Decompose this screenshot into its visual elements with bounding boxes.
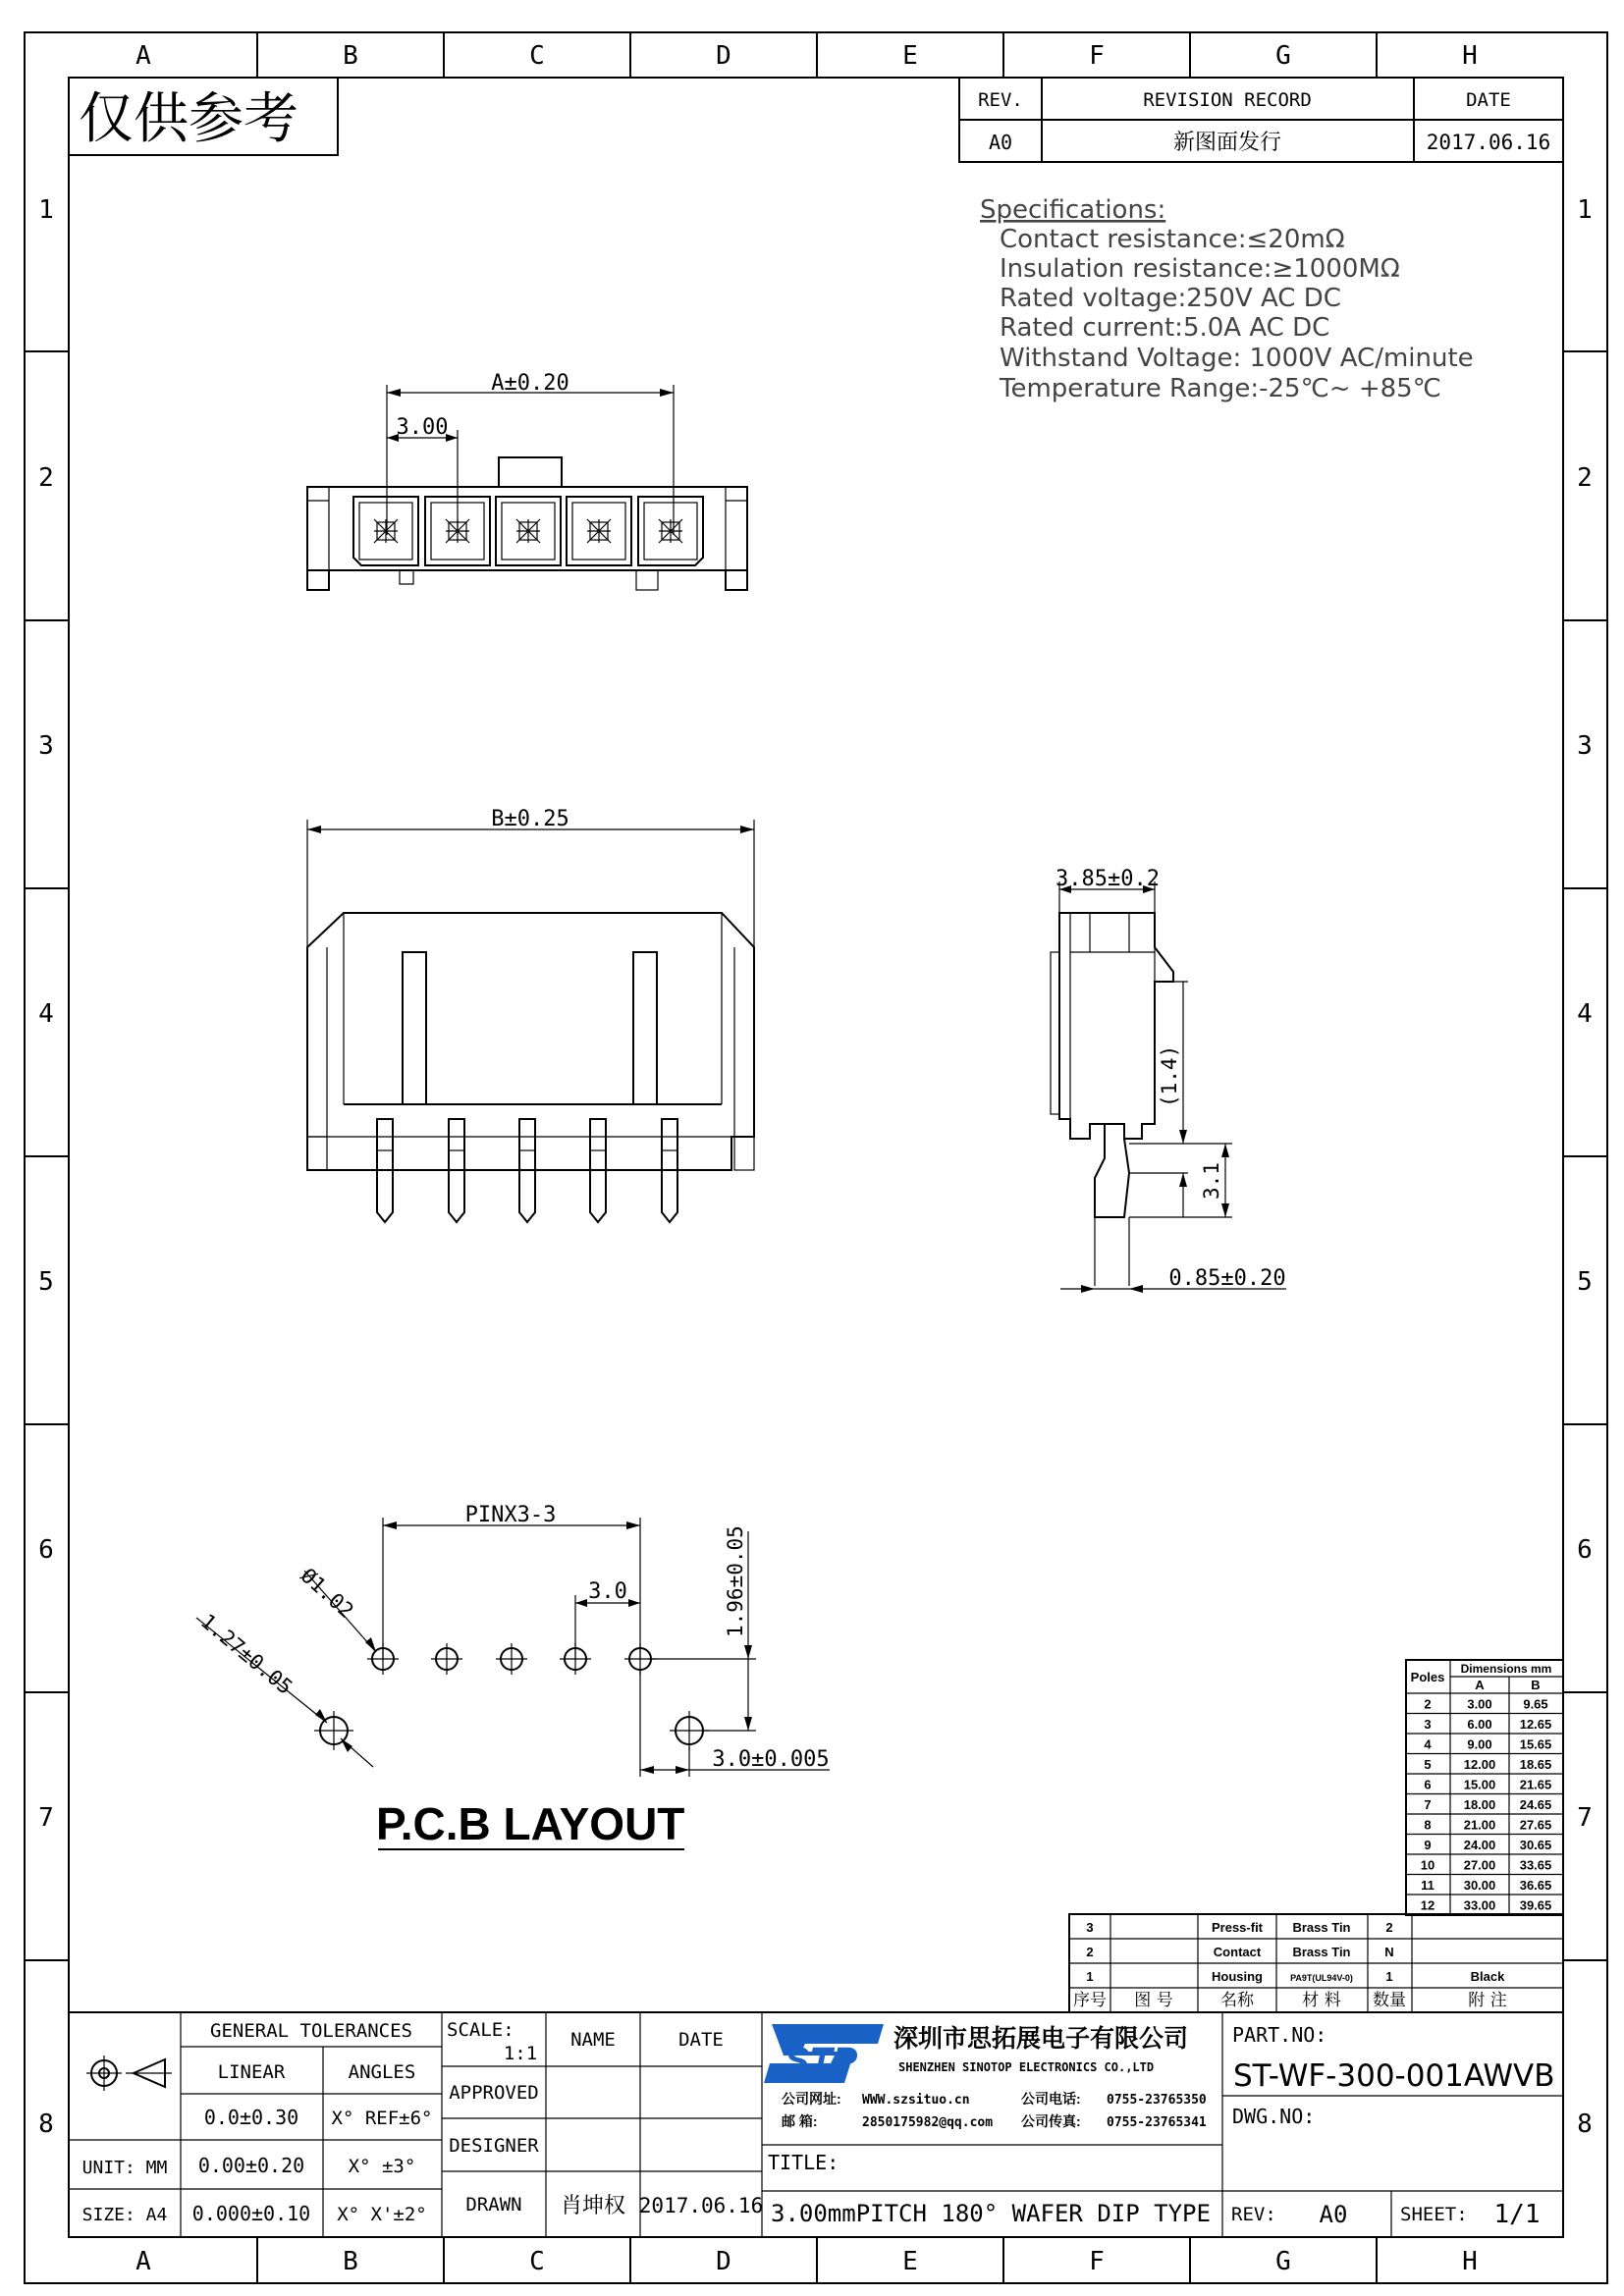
dimensions-col-b: B	[1531, 1678, 1541, 1692]
part-no-label: PART.NO:	[1232, 2023, 1327, 2047]
title-label: TITLE:	[768, 2151, 839, 2174]
dimensions-cell: 9	[1424, 1838, 1432, 1852]
dimensions-cell: 21.65	[1519, 1777, 1552, 1792]
company-logo-text: STP	[785, 2041, 857, 2082]
row-label: 5	[38, 1267, 54, 1297]
tol-linear-2: 0.00±0.20	[197, 2154, 305, 2177]
bom-cell: 1	[1086, 1969, 1094, 1984]
dim-row-offset: 1.96±0.05	[724, 1525, 747, 1637]
company-phone: 0755-23765350	[1107, 2093, 1207, 2108]
dim-pitch-top: 3.00	[396, 415, 449, 440]
dimensions-cell: 12.00	[1463, 1757, 1496, 1772]
bom-table	[1069, 1914, 1563, 2012]
top-view	[307, 807, 754, 1222]
spec-line: Rated current:5.0A AC DC	[1000, 313, 1330, 343]
revision-table	[959, 78, 1563, 162]
bom-cell: Brass Tin	[1292, 1945, 1351, 1959]
dim-pcb-pitch: 3.0	[588, 1579, 627, 1604]
dim-b: B±0.25	[491, 807, 569, 831]
dimensions-cell: 12	[1420, 1897, 1435, 1913]
dimensions-cell: 18.65	[1519, 1757, 1552, 1772]
row-label: 2	[38, 463, 54, 493]
dimensions-cell: 39.65	[1519, 1897, 1552, 1913]
col-label: G	[1275, 2247, 1291, 2276]
dimensions-cell: 12.65	[1519, 1717, 1552, 1732]
dimensions-cell: 24.00	[1463, 1838, 1496, 1852]
col-label: E	[902, 2247, 918, 2276]
row-label: 4	[38, 999, 54, 1029]
bom-cell: Housing	[1212, 1969, 1263, 1984]
dimensions-cell: 3	[1424, 1717, 1432, 1732]
col-label: B	[343, 2247, 358, 2276]
dimensions-cell: 6.00	[1467, 1717, 1492, 1732]
dim-side-31: 3.1	[1200, 1162, 1223, 1200]
drawing-title: 3.00mmPITCH 180° WAFER DIP TYPE	[771, 2200, 1211, 2227]
dimensions-cell: 11	[1421, 1878, 1435, 1893]
mail-label: 邮 箱:	[782, 2113, 818, 2129]
row-labels-right	[1577, 195, 1593, 2139]
bom-header-cell: 材 料	[1302, 1991, 1341, 2010]
bom-cell: 1	[1385, 1969, 1393, 1984]
company-name-cn: 深圳市思拓展电子有限公司	[893, 2024, 1189, 2053]
bom-cell: 2	[1086, 1945, 1094, 1959]
designer-label: DESIGNER	[449, 2135, 539, 2157]
row-label: 8	[38, 2109, 54, 2139]
spec-line: Temperature Range:-25℃~ +85℃	[1000, 374, 1441, 403]
col-label: H	[1462, 41, 1478, 71]
size-label: SIZE: A4	[81, 2205, 168, 2225]
tol-angle-2: X° ±3°	[348, 2156, 416, 2177]
bom-header-cell: 附 注	[1468, 1991, 1507, 2010]
dimensions-cell: 15.65	[1519, 1736, 1552, 1752]
dim-side-14: (1.4)	[1158, 1044, 1181, 1107]
dimensions-cell: 30.00	[1463, 1878, 1496, 1893]
spec-line: Rated voltage:250V AC DC	[1000, 284, 1341, 313]
bom-header-cell: 序号	[1073, 1991, 1107, 2010]
approved-label: APPROVED	[449, 2082, 539, 2104]
company-email: 2850175982@qq.com	[862, 2115, 994, 2130]
col-label: C	[529, 2247, 545, 2276]
rev-header: REV.	[978, 89, 1023, 111]
dimensions-cell: 30.65	[1519, 1838, 1552, 1852]
dimensions-cell: 10	[1420, 1857, 1435, 1873]
revision-record-header: REVISION RECORD	[1143, 89, 1312, 111]
dim-peg-dia: 1.27±0.05	[195, 1609, 298, 1699]
dwg-no-label: DWG.NO:	[1232, 2105, 1316, 2128]
scale-label: SCALE:	[447, 2019, 514, 2041]
tol-linear-1: 0.0±0.30	[203, 2106, 299, 2129]
dimensions-cell: 9.65	[1523, 1696, 1548, 1712]
dimensions-cell: 5	[1424, 1757, 1432, 1772]
angles-label: ANGLES	[348, 2061, 416, 2083]
bom-cell: Press-fit	[1211, 1920, 1264, 1935]
bom-header-cell: 图 号	[1134, 1991, 1173, 2010]
sheet-label: SHEET:	[1400, 2204, 1468, 2225]
dim-peg-offset: 3.0±0.005	[712, 1747, 830, 1772]
web-label: 公司网址:	[782, 2091, 841, 2107]
col-label: F	[1089, 2247, 1105, 2276]
drawn-label: DRAWN	[465, 2194, 522, 2216]
row-label: 3	[1577, 731, 1593, 761]
bom-cell: 3	[1086, 1920, 1094, 1935]
title-block	[69, 2012, 1563, 2237]
dimensions-cell: 8	[1424, 1817, 1432, 1833]
row-label: 1	[38, 195, 54, 225]
fax-label: 公司传真:	[1021, 2113, 1081, 2129]
dimensions-cell: 7	[1424, 1797, 1432, 1812]
spec-line: Insulation resistance:≥1000MΩ	[1000, 254, 1400, 284]
company-logo-icon	[764, 2024, 884, 2083]
rev-label: REV:	[1231, 2204, 1276, 2225]
row-label: 7	[38, 1803, 54, 1833]
dim-side-width: 3.85±0.2	[1056, 867, 1160, 891]
dimensions-cell: 3.00	[1467, 1696, 1492, 1712]
dim-pinx: PINX3-3	[464, 1503, 557, 1527]
dimensions-cell: 15.00	[1463, 1777, 1496, 1792]
bom-cell: N	[1384, 1945, 1394, 1959]
row-labels-left	[38, 195, 54, 2139]
col-label: A	[135, 2247, 151, 2276]
sheet-value: 1/1	[1493, 2200, 1541, 2229]
row-label: 8	[1577, 2109, 1593, 2139]
drawn-date: 2017.06.16	[638, 2194, 764, 2217]
dimensions-cell: 4	[1424, 1736, 1432, 1752]
dimensions-title: Dimensions mm	[1460, 1662, 1552, 1676]
dimensions-cell: 18.00	[1463, 1797, 1496, 1812]
spec-title: Specifications:	[980, 195, 1166, 225]
tel-label: 公司电话:	[1021, 2091, 1081, 2107]
pcb-layout-label: P.C.B LAYOUT	[376, 1798, 685, 1849]
pcb-layout	[196, 1503, 830, 1777]
row-label: 4	[1577, 999, 1593, 1029]
column-labels-top	[135, 41, 1478, 71]
unit-label: UNIT: MM	[81, 2158, 168, 2178]
col-label: H	[1462, 2247, 1478, 2276]
bom-cell: Brass Tin	[1292, 1920, 1351, 1935]
specifications	[980, 195, 1474, 403]
poles-header: Poles	[1410, 1670, 1445, 1684]
row-label: 5	[1577, 1267, 1593, 1297]
row-label: 7	[1577, 1803, 1593, 1833]
dimensions-cell: 24.65	[1519, 1797, 1552, 1812]
dimensions-cell: 27.65	[1519, 1817, 1552, 1833]
revision-description: 新图面发行	[1172, 131, 1282, 155]
dimensions-cell: 36.65	[1519, 1878, 1552, 1893]
dimensions-col-a: A	[1475, 1678, 1485, 1692]
dimensions-cell: 9.00	[1467, 1736, 1492, 1752]
tol-linear-3: 0.000±0.10	[191, 2202, 311, 2225]
linear-label: LINEAR	[217, 2061, 286, 2083]
dimensions-cell: 2	[1424, 1696, 1432, 1712]
col-label: C	[529, 41, 545, 71]
column-labels-bottom	[135, 2247, 1478, 2276]
col-label: A	[135, 41, 151, 71]
row-label: 3	[38, 731, 54, 761]
dimensions-cell: 33.65	[1519, 1857, 1552, 1873]
dim-hole-dia: Ø1.02	[296, 1563, 358, 1624]
row-label: 6	[1577, 1535, 1593, 1565]
company-website: WWW.szsituo.cn	[862, 2093, 970, 2108]
bom-cell: Black	[1470, 1969, 1505, 1984]
front-view	[307, 371, 747, 590]
row-label: 2	[1577, 463, 1593, 493]
bom-cell: 2	[1385, 1920, 1393, 1935]
general-tolerances-label: GENERAL TOLERANCES	[210, 2020, 412, 2042]
spec-line: Withstand Voltage: 1000V AC/minute	[1000, 344, 1474, 373]
row-label: 6	[38, 1535, 54, 1565]
watermark-text: 仅供参考	[79, 87, 298, 151]
bom-cell: Contact	[1213, 1945, 1262, 1959]
company-fax: 0755-23765341	[1107, 2115, 1207, 2130]
name-label: NAME	[570, 2029, 616, 2051]
row-label: 1	[1577, 195, 1593, 225]
drawn-name: 肖坤权	[560, 2194, 626, 2218]
bom-cell: PA9T(UL94V-0)	[1290, 1973, 1353, 1983]
part-number: ST-WF-300-001AWVB	[1233, 2058, 1555, 2094]
bom-header-cell: 名称	[1220, 1991, 1254, 2010]
dim-pin-thickness: 0.85±0.20	[1168, 1266, 1286, 1291]
dimensions-cell: 27.00	[1463, 1857, 1496, 1873]
dimensions-cell: 6	[1424, 1777, 1432, 1792]
col-label: D	[716, 2247, 731, 2276]
side-profile-view	[1051, 867, 1286, 1293]
tol-angle-3: X° X'±2°	[337, 2204, 427, 2225]
col-label: F	[1089, 41, 1105, 71]
rev-value: A0	[988, 131, 1013, 154]
col-label: B	[343, 41, 358, 71]
tol-angle-1: X° REF±6°	[331, 2108, 433, 2129]
col-label: D	[716, 41, 731, 71]
dimensions-cell: 21.00	[1463, 1817, 1496, 1833]
dimensions-cell: 33.00	[1463, 1897, 1496, 1913]
rev-value-footer: A0	[1319, 2201, 1348, 2228]
dim-a: A±0.20	[491, 371, 569, 396]
row-dividers	[25, 351, 1607, 1960]
revision-date: 2017.06.16	[1426, 131, 1551, 154]
dimensions-table	[1406, 1660, 1563, 1915]
spec-line: Contact resistance:≤20mΩ	[1000, 225, 1345, 254]
bom-header-cell: 数量	[1373, 1991, 1406, 2010]
projection-symbol-icon	[86, 2056, 172, 2091]
date-label: DATE	[678, 2029, 724, 2051]
company-name-en: SHENZHEN SINOTOP ELECTRONICS CO.,LTD	[898, 2060, 1155, 2074]
scale-value: 1:1	[503, 2043, 538, 2064]
col-label: E	[902, 41, 918, 71]
date-header: DATE	[1466, 89, 1511, 111]
col-label: G	[1275, 41, 1291, 71]
